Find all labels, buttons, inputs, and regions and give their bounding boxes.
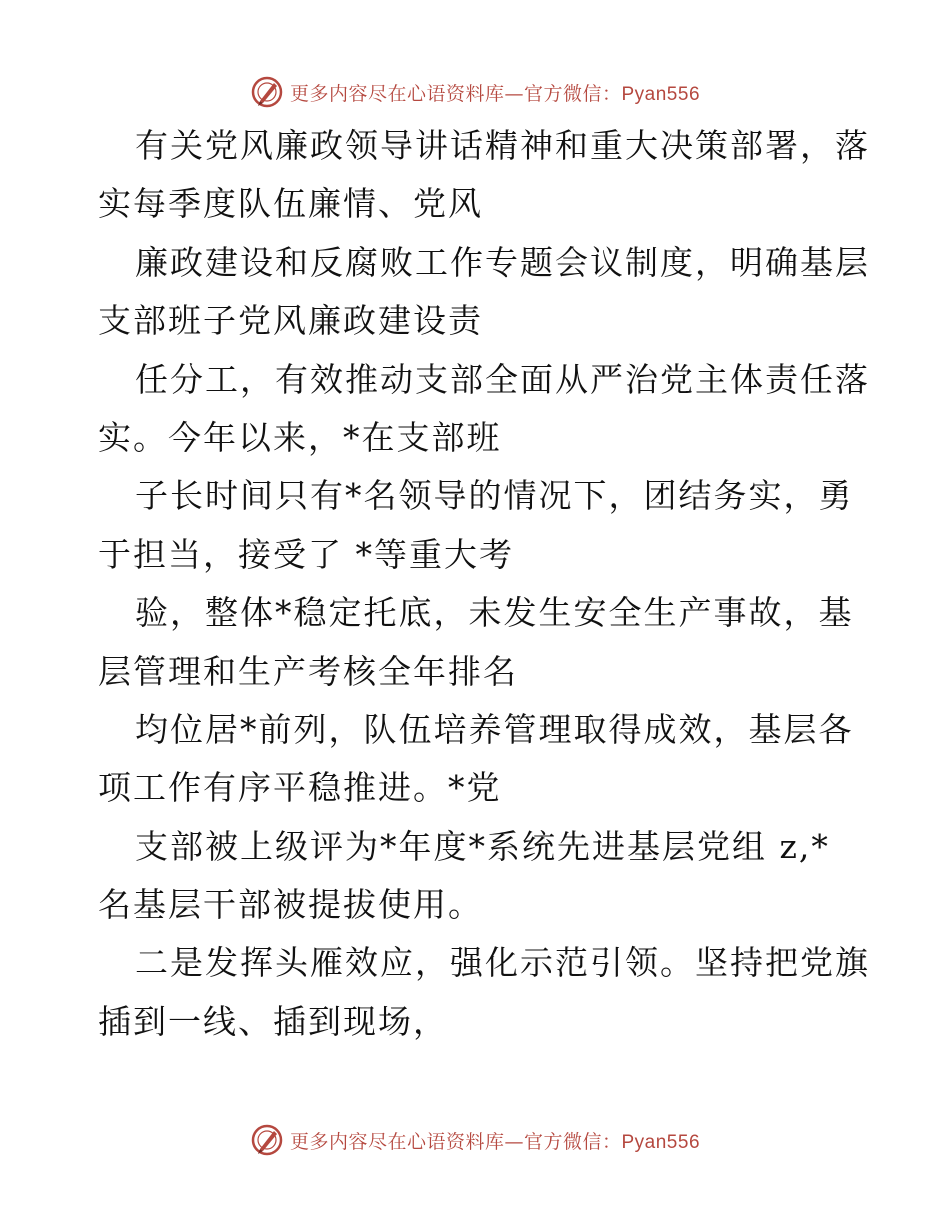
text-line: 廉政建设和反腐败工作专题会议制度，明确基层: [135, 242, 870, 282]
text-line: 实每季度队伍廉情、党风: [98, 184, 483, 224]
text-line: 支部被上级评为*年度*系统先进基层党组 z,*: [135, 826, 830, 866]
seal-pen-logo-icon: [250, 1123, 284, 1157]
footer-watermark: [0, 1120, 950, 1160]
text-line: 于担当，接受了 *等重大考: [98, 534, 514, 574]
text-line: 插到一线、插到现场，: [98, 1001, 448, 1041]
header-watermark: [0, 72, 950, 112]
text-line: 验，整体*稳定托底，未发生安全生产事故，基: [135, 593, 854, 633]
wechat-id: Pyan556: [621, 1131, 701, 1153]
text-line: 二是发挥头雁效应，强化示范引领。坚持把党旗: [135, 943, 870, 983]
text-line: 均位居*前列，队伍培养管理取得成效，基层各: [135, 709, 854, 749]
text-line: 名基层干部被提拔使用。: [98, 885, 483, 925]
text-line: 支部班子党风廉政建设责: [98, 301, 483, 341]
wechat-id: Pyan556: [621, 83, 701, 105]
text-line: 任分工，有效推动支部全面从严治党主体责任落: [135, 359, 870, 399]
text-line: 层管理和生产考核全年排名: [98, 651, 518, 691]
text-line: 有关党风廉政领导讲话精神和重大决策部署，落: [135, 126, 870, 165]
document-body: [98, 117, 870, 1051]
text-line: 项工作有序平稳推进。*党: [98, 768, 502, 808]
seal-pen-logo-icon: [250, 75, 284, 109]
watermark-text: 更多内容尽在心语资料库—官方微信：Pyan556: [289, 1130, 701, 1153]
text-line: 实。今年以来，*在支部班: [98, 417, 502, 457]
text-line: 子长时间只有*名领导的情况下，团结务实，勇: [135, 476, 854, 516]
watermark-text: 更多内容尽在心语资料库—官方微信：Pyan556: [289, 82, 701, 105]
